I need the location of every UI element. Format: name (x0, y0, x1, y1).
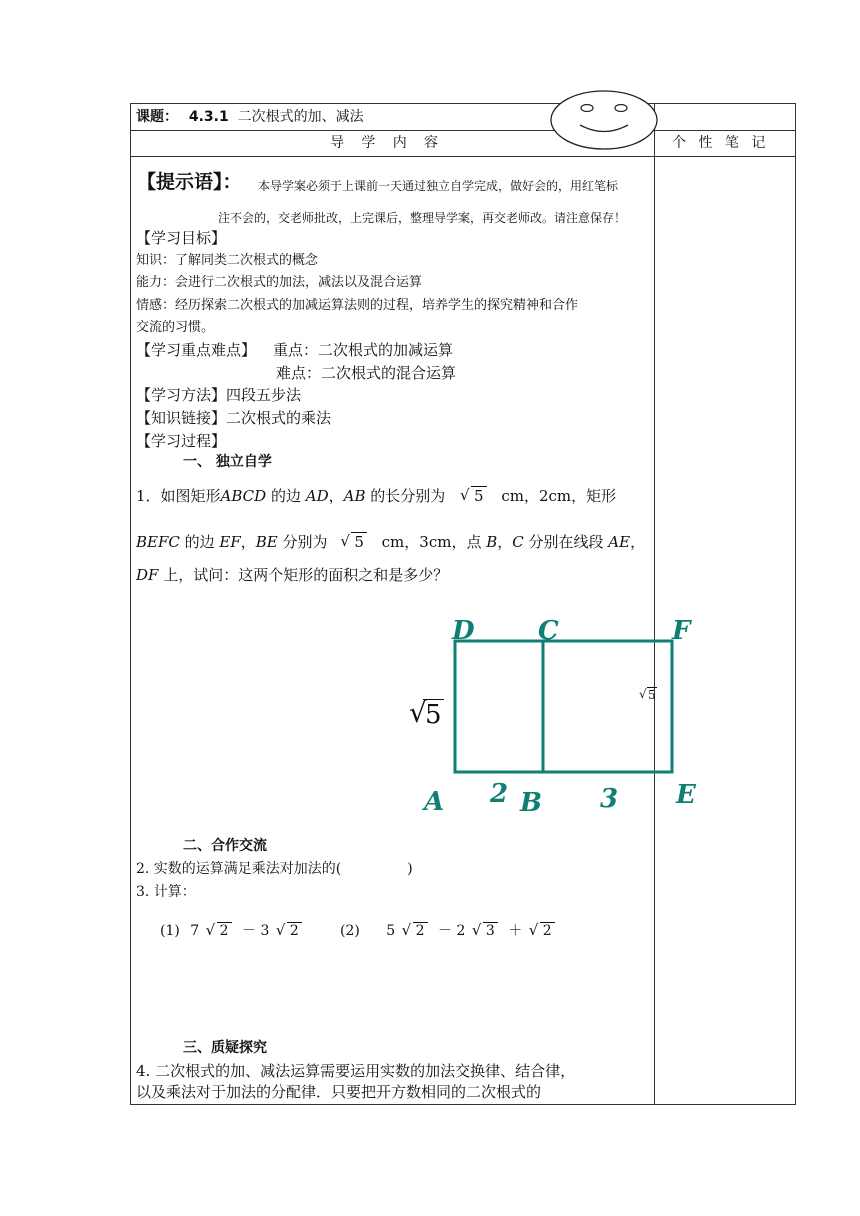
problem-2-sqrt-b (472, 922, 498, 940)
lesson-topic: 二次根式的加、减法 (237, 109, 364, 125)
problem-1-coef: 7 (190, 923, 200, 939)
question-4-line-2: 以及乘法对于加法的分配律．只要把开方数相同的二次根式的 (136, 1083, 542, 1101)
question-1-line-2 (136, 532, 645, 552)
table-left-border (130, 103, 131, 1105)
q2-blank-end: ) (407, 861, 413, 877)
table-top-border (130, 103, 796, 104)
problem-1-sqrt-a (206, 922, 232, 940)
point-c-label: C (538, 616, 559, 646)
objective-ability: 能力：会进行二次根式的加法，减法以及混合运算 (136, 275, 423, 290)
q1-text: 的边 (266, 487, 306, 505)
section-2-title: 二、合作交流 (183, 838, 267, 854)
question-4-line-1: 4. 二次根式的加、减法运算需要运用实数的加法交换律、结合律， (136, 1062, 576, 1080)
problem-1-radicand-b: 2 (287, 922, 302, 939)
q1-text: 的长分别为 (365, 487, 446, 505)
q1-text: 的边 (179, 533, 220, 551)
lesson-number: 4.3.1 (188, 109, 229, 125)
question-3: 3. 计算： (136, 884, 196, 900)
point-d-label: D (452, 616, 475, 646)
q1-segment-ae: AE (608, 533, 631, 551)
q1-radicand: 5 (471, 486, 487, 505)
key-point: 重点：二次根式的加减运算 (273, 341, 454, 359)
main-column-header: 导 学 内 容 (330, 135, 440, 151)
rectangle-figure (400, 615, 700, 845)
q1-text: ， (328, 487, 344, 505)
point-b-label: B (520, 788, 542, 818)
side-ad-sqrt: √ 5 (409, 696, 442, 730)
q1-point-b: B (486, 533, 498, 551)
table-row-divider (130, 130, 796, 131)
objective-emotion-2: 交流的习惯。 (136, 320, 215, 335)
problem-2-sqrt-a (402, 922, 428, 940)
problem-2-radicand-c: 2 (540, 922, 555, 939)
q1-segment-df: DF (136, 566, 159, 584)
key-points-heading: 【学习重点难点】 (136, 341, 257, 359)
question-1-line-1 (136, 486, 616, 506)
q1-text: ， (497, 533, 513, 551)
hard-point: 难点：二次根式的混合运算 (276, 364, 457, 382)
problem-1-label: (1) (160, 923, 180, 939)
problem-1 (160, 922, 302, 940)
problem-1-radicand-a: 2 (217, 922, 232, 939)
tip-line-1: 本导学案必须于上课前一天通过独立自学完成，做好会的，用红笔标 (258, 179, 619, 193)
problem-2-label: (2) (340, 923, 360, 939)
side-ef-radicand: 5 (648, 688, 656, 702)
learning-method: 【学习方法】四段五步法 (136, 386, 302, 404)
q1-rect-befc: BEFC (136, 533, 180, 551)
problem-2-radicand-a: 2 (413, 922, 428, 939)
table-header-divider (130, 156, 796, 157)
q2-text: 2. 实数的运算满足乘法对加法的( (136, 861, 342, 877)
problem-2-radicand-b: 3 (483, 922, 498, 939)
problem-2-operator-1: － 2 (438, 923, 466, 939)
problem-2-sqrt-c (529, 922, 555, 940)
table-column-divider (654, 103, 655, 1105)
problem-1-sqrt-b (276, 922, 302, 940)
objective-knowledge: 知识：了解同类二次根式的概念 (136, 253, 319, 268)
q1-side-ab: AB (343, 487, 366, 505)
objective-emotion-1: 情感：经历探索二次根式的加减运算法则的过程，培养学生的探究精神和合作 (136, 298, 579, 313)
q1-radicand-2: 5 (351, 532, 367, 551)
point-a-label: A (424, 787, 445, 817)
lesson-title-prefix: 课题： (136, 109, 178, 125)
problem-2 (340, 922, 555, 940)
q1-text: 1．如图矩形 (136, 487, 221, 505)
q1-sqrt (460, 486, 487, 506)
tip-label: 【提示语】： (137, 171, 242, 193)
q1-text: cm，3cm，点 (381, 533, 487, 551)
knowledge-link: 【知识链接】二次根式的乘法 (136, 409, 332, 427)
side-ad-radicand: 5 (425, 700, 442, 730)
q1-text: ， (240, 533, 256, 551)
rectangle-outline (455, 641, 672, 772)
side-ef-sqrt: √ 5 (639, 687, 656, 702)
q1-text: cm，2cm，矩形 (501, 487, 617, 505)
q1-text: 分别在线段 (523, 533, 609, 551)
point-f-label: F (672, 616, 691, 646)
table-bottom-border (130, 1104, 796, 1105)
q1-text: ， (630, 533, 646, 551)
problem-1-operator: － 3 (242, 923, 270, 939)
q1-text: 上，试问：这两个矩形的面积之和是多少？ (158, 566, 449, 584)
problem-2-operator-2: ＋ (508, 923, 523, 939)
q1-side-be: BE (255, 533, 278, 551)
q1-sqrt-2 (340, 532, 367, 552)
notes-column-header: 个 性 笔 记 (672, 135, 770, 151)
section-3-title: 三、质疑探究 (183, 1040, 267, 1056)
tip-line-2: 注不会的，交老师批改，上完课后，整理导学案，再交老师改。请注意保存！ (218, 211, 627, 225)
q1-side-ad: AD (305, 487, 329, 505)
process-heading: 【学习过程】 (136, 432, 227, 450)
section-1-title: 一、 独立自学 (183, 454, 272, 470)
q1-rect-abcd: ABCD (220, 487, 267, 505)
smiley-face-icon (548, 88, 660, 152)
length-be-label: 3 (600, 784, 619, 814)
q1-side-ef: EF (219, 533, 241, 551)
q1-point-c: C (512, 533, 524, 551)
problem-2-coef: 5 (386, 923, 396, 939)
lesson-title (136, 108, 364, 126)
q1-text: 分别为 (277, 533, 328, 551)
question-2 (136, 860, 413, 878)
question-1-line-3 (136, 565, 448, 585)
length-ab-label: 2 (490, 779, 509, 809)
point-e-label: E (676, 780, 696, 810)
table-right-border (795, 103, 796, 1105)
objectives-heading: 【学习目标】 (136, 229, 227, 247)
